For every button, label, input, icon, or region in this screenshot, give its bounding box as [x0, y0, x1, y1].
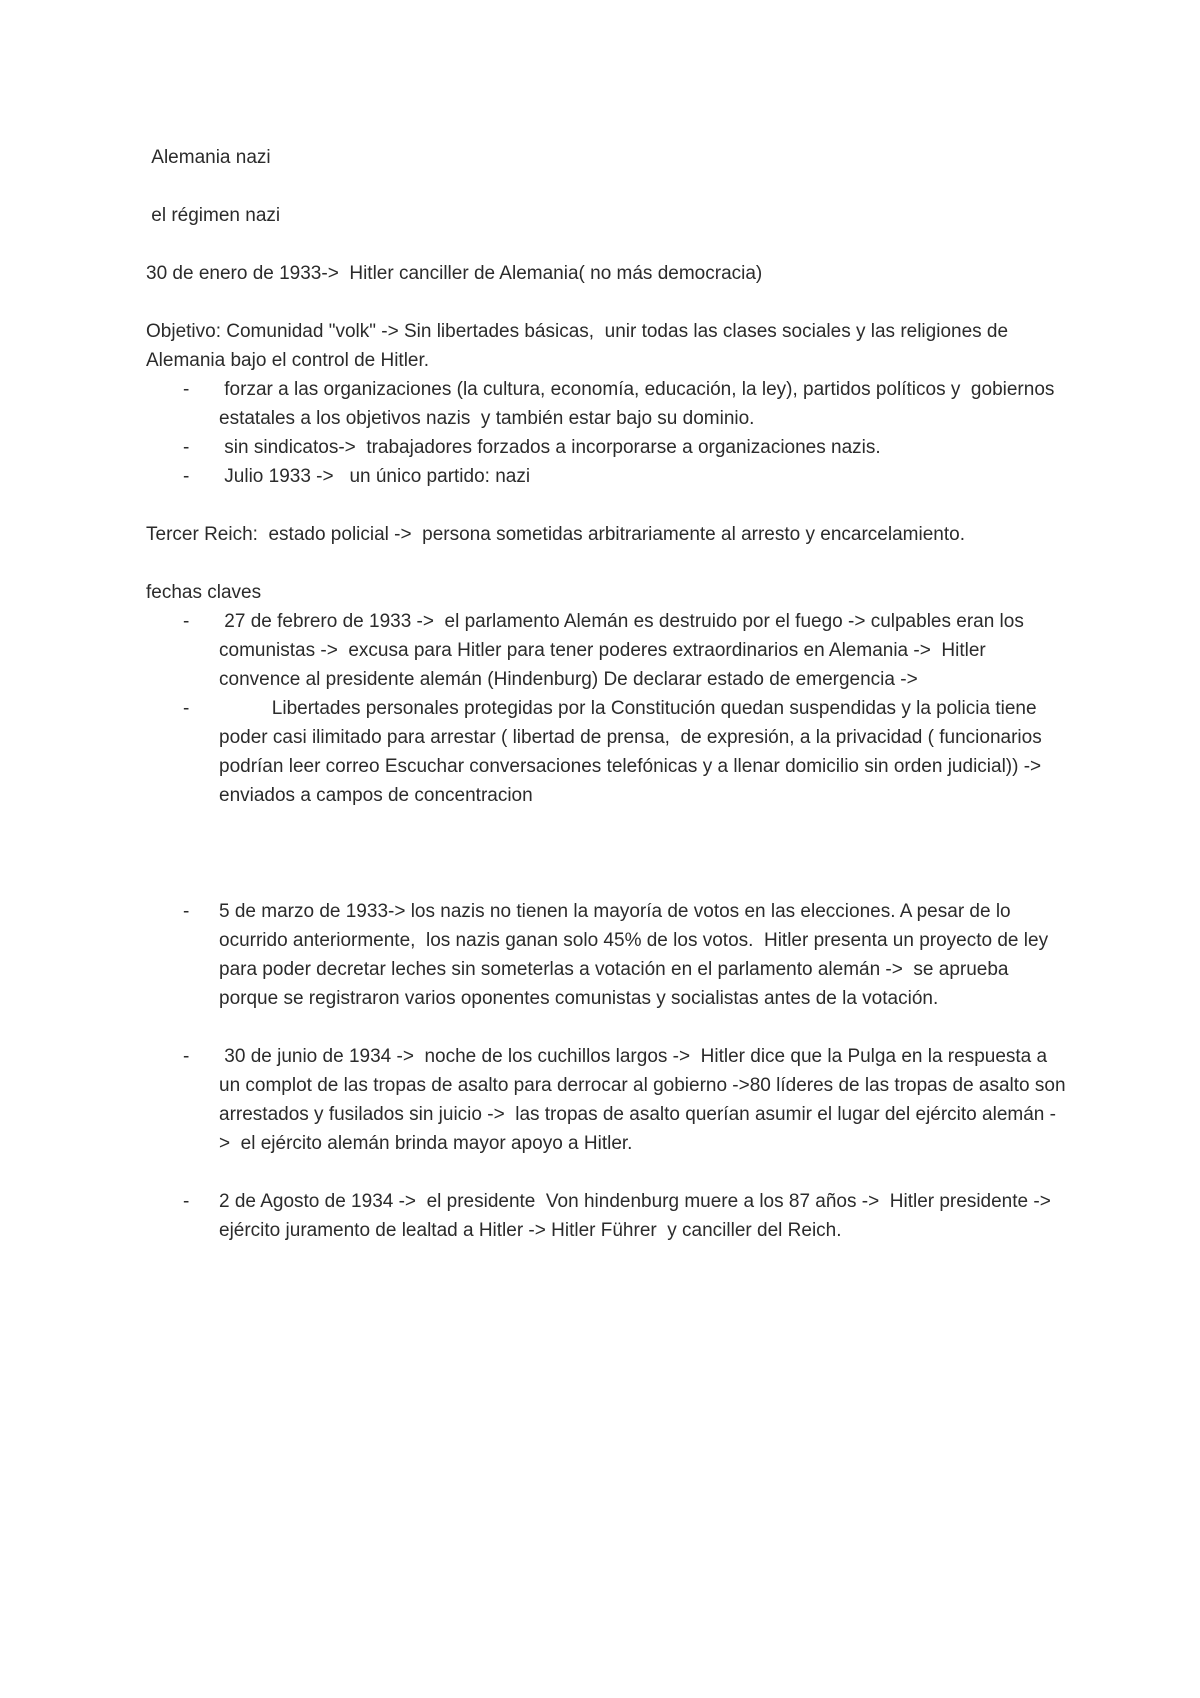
document-title: Alemania nazi	[146, 147, 271, 168]
dash-bullet: -	[183, 437, 190, 458]
list-item-text: 30 de junio de 1934 -> noche de los cuchillos largos -> Hitler dice que la Pulga en la respuesta a un complot de las tropas de asalto para derrocar al gobierno ->80 líderes de las tropas de asalto son arrestados y fusilados sin juicio -> las tropas de asalto querían asumir el lugar del ejército alemán -> el ejército alemán brinda mayor apoyo a Hitler.	[219, 1046, 1071, 1154]
document-page	[146, 143, 1071, 1245]
key-dates-list-continued	[146, 897, 1066, 1013]
dash-bullet: -	[183, 698, 190, 719]
list-item	[146, 1042, 1071, 1158]
key-dates-list	[146, 607, 1066, 810]
spacer	[146, 839, 1066, 868]
list-item	[146, 694, 1066, 810]
spacer	[146, 549, 1066, 578]
list-item-text: Libertades personales protegidas por la Constitución quedan suspendidas y la policia tiene poder casi ilimitado para arrestar ( libertad de prensa, de expresión, a la privacidad ( funcionarios podrían leer correo Escuchar conversaciones telefónicas y a llenar domicilio sin orden judicial)) -> enviados a campos de concentracion	[219, 698, 1047, 806]
list-item	[146, 433, 1066, 462]
spacer	[146, 868, 1066, 897]
intro-line: 30 de enero de 1933-> Hitler canciller de Alemania( no más democracia)	[146, 263, 763, 284]
list-item-text: Julio 1933 -> un único partido: nazi	[219, 466, 531, 487]
list-item-text: sin sindicatos-> trabajadores forzados a incorporarse a organizaciones nazis.	[219, 437, 881, 458]
dash-bullet: -	[183, 379, 190, 400]
list-item-text: 2 de Agosto de 1934 -> el presidente Von hindenburg muere a los 87 años -> Hitler presidente -> ejército juramento de lealtad a Hitler -> Hitler Führer y canciller del Reich.	[219, 1191, 1062, 1241]
list-item	[146, 1187, 1066, 1245]
spacer	[146, 230, 1066, 259]
key-dates-list-continued	[146, 1042, 1071, 1158]
dash-bullet: -	[183, 901, 190, 922]
spacer	[146, 1158, 1066, 1187]
third-reich-paragraph: Tercer Reich: estado policial -> persona sometidas arbitrariamente al arresto y encarcelamiento.	[146, 524, 965, 545]
list-item	[146, 462, 1066, 491]
spacer	[146, 810, 1066, 839]
list-item-text: forzar a las organizaciones (la cultura, economía, educación, la ley), partidos políticos y gobiernos estatales a los objetivos nazis y también estar bajo su dominio.	[219, 379, 1060, 429]
dash-bullet: -	[183, 1191, 190, 1212]
spacer	[146, 1013, 1066, 1042]
objective-list	[146, 375, 1066, 491]
dash-bullet: -	[183, 466, 190, 487]
document-subtitle: el régimen nazi	[146, 205, 281, 226]
key-dates-list-continued	[146, 1187, 1066, 1245]
dash-bullet: -	[183, 611, 190, 632]
dash-bullet: -	[183, 1046, 190, 1067]
spacer	[146, 288, 1066, 317]
list-item-text: 5 de marzo de 1933-> los nazis no tienen la mayoría de votos en las elecciones. A pesar de lo ocurrido anteriormente, los nazis ganan solo 45% de los votos. Hitler presenta un proyecto de ley para poder decretar leches sin someterlas a votación en el parlamento alemán -> se aprueba porque se registraron varios oponentes comunistas y socialistas antes de la votación.	[219, 901, 1054, 1009]
key-dates-heading: fechas claves	[146, 582, 262, 603]
spacer	[146, 491, 1066, 520]
objective-paragraph: Objetivo: Comunidad "volk" -> Sin libertades básicas, unir todas las clases sociales y las religiones de Alemania bajo el control de Hitler.	[146, 321, 1013, 371]
spacer	[146, 172, 1066, 201]
list-item	[146, 375, 1066, 433]
list-item-text: 27 de febrero de 1933 -> el parlamento Alemán es destruido por el fuego -> culpables eran los comunistas -> excusa para Hitler para tener poderes extraordinarios en Alemania -> Hitler convence al presidente alemán (Hindenburg) De declarar estado de emergencia ->	[219, 611, 1030, 690]
list-item	[146, 897, 1066, 1013]
list-item	[146, 607, 1066, 694]
